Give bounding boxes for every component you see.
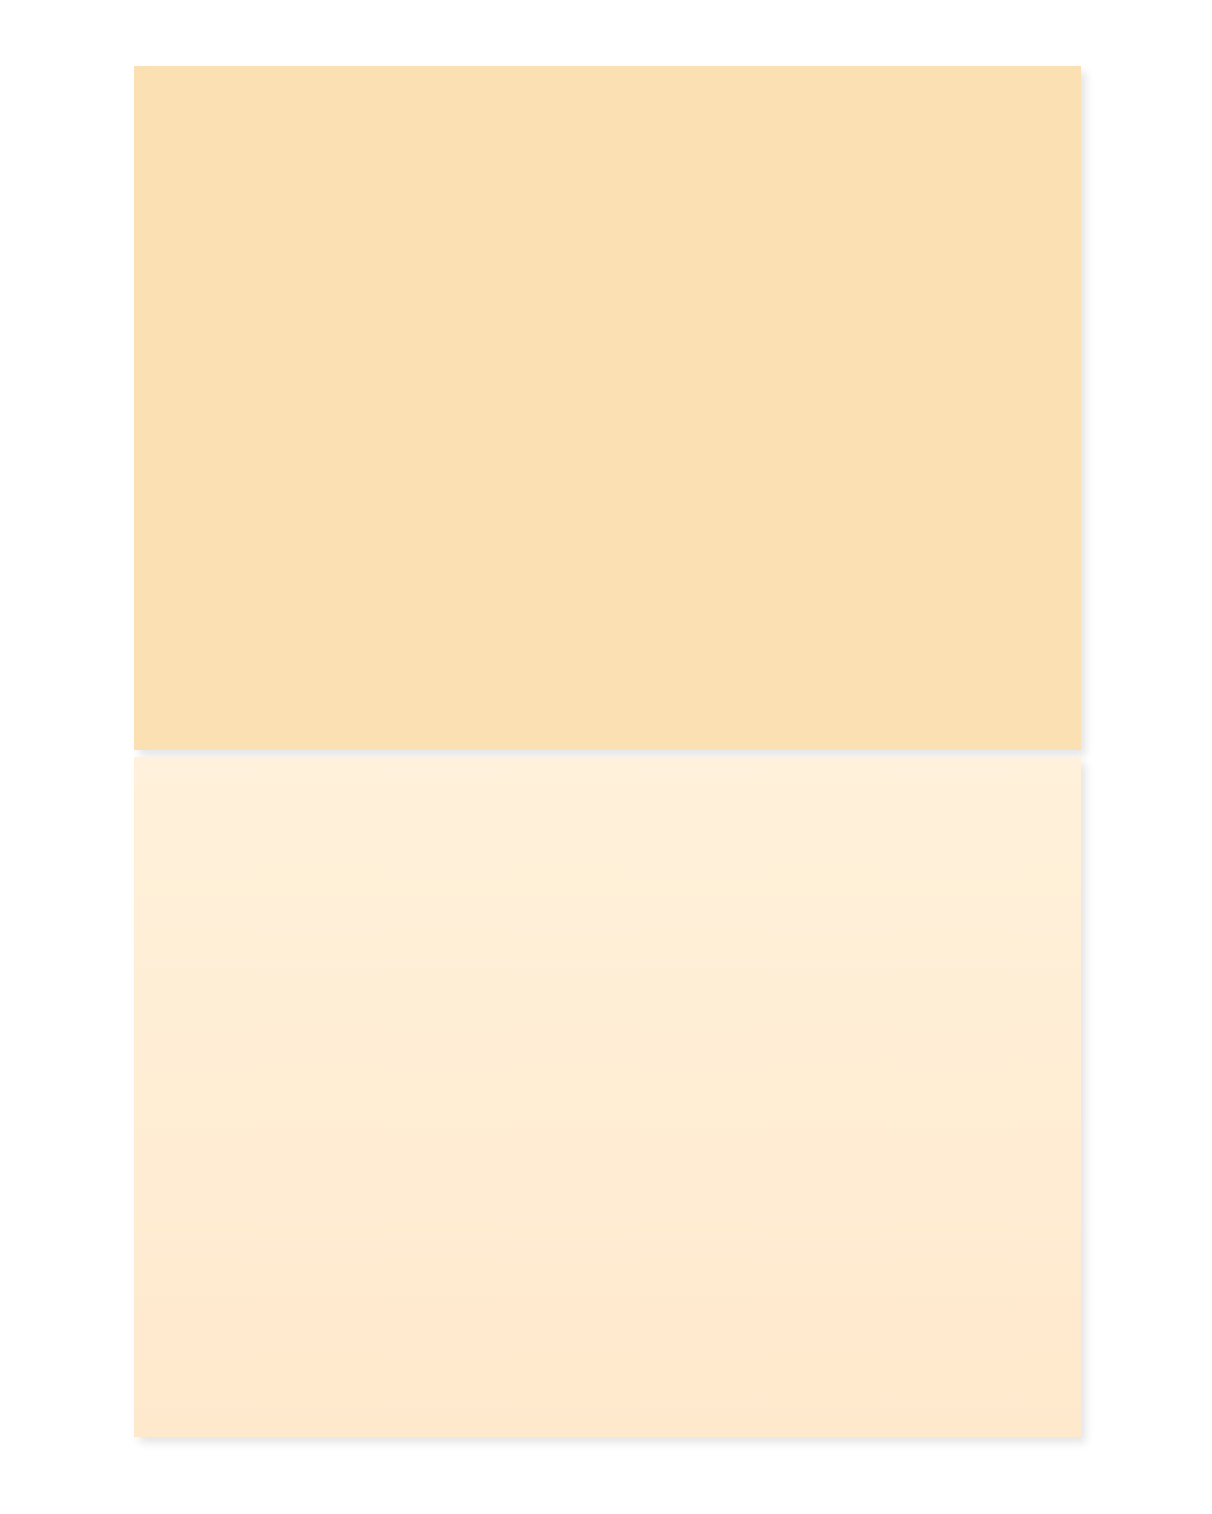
- weekly-planner-sheet: [134, 757, 1081, 1437]
- reflection-lists-sheet: [134, 66, 1081, 750]
